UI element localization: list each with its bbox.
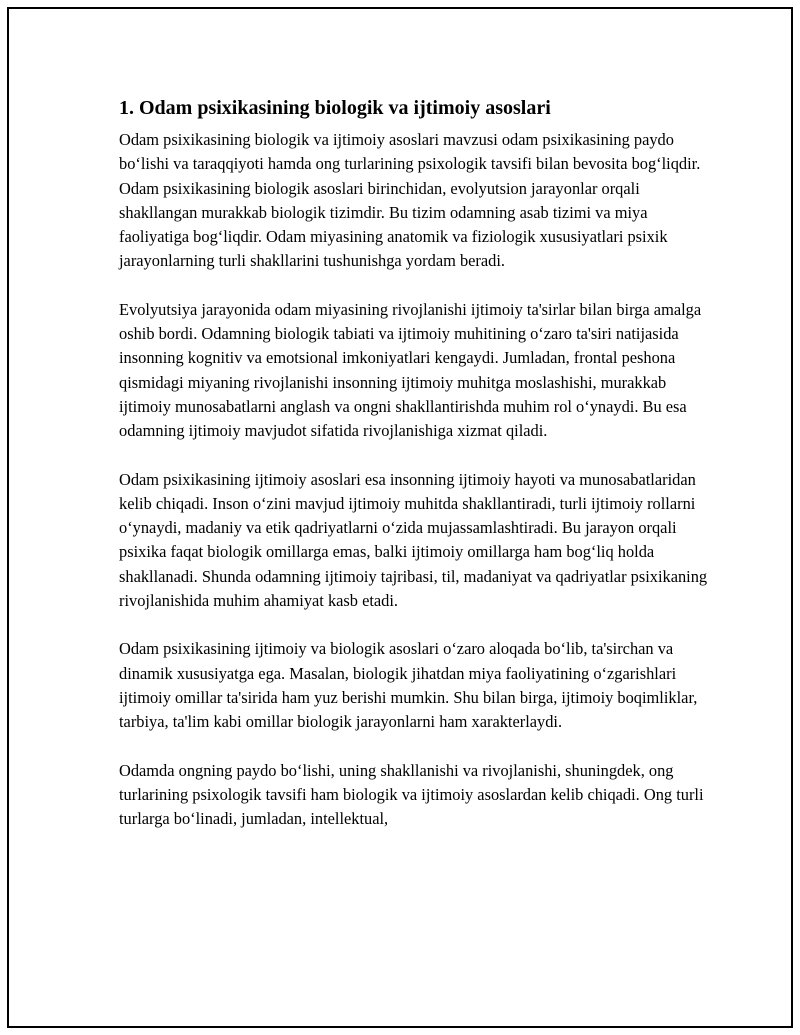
paragraph-3: Odam psixikasining ijtimoiy asoslari esa insonning ijtimoiy hayoti va munosabatlaridan kelib chiqadi. Inson o‘zini mavjud ijtimoiy muhitda shakllantiradi, turli ijtimoiy rollarni o‘ynaydi, madaniy va etik qadriyatlarni o‘zida mujassamlashtiradi. Bu jarayon orqali psixika faqat biologik omillarga emas, balki ijtimoiy omillarga ham bog‘liq holda shakllanadi. Shunda odamning ijtimoiy tajribasi, til, madaniyat va qadriyatlar psixikaning rivojlanishida muhim ahamiyat kasb etadi. xyxy=(119,469,708,611)
document-content xyxy=(119,93,719,855)
paragraph-5: Odamda ongning paydo bo‘lishi, uning shakllanishi va rivojlanishi, shuningdek, ong turlarining psixologik tavsifi ham biologik va ijtimoiy asoslardan kelib chiqadi. Ong turli turlarga bo‘linadi, jumladan, intellektual, xyxy=(119,760,704,829)
paragraph-4: Odam psixikasining ijtimoiy va biologik asoslari o‘zaro aloqada bo‘lib, ta'sirchan va dinamik xususiyatga ega. Masalan, biologik jihatdan miya faoliyatining o‘zgarishlari ijtimoiy omillar ta'sirida ham yuz berishi mumkin. Shu bilan birga, ijtimoiy boqimliklar, tarbiya, ta'lim kabi omillar biologik jarayonlarni ham xarakterlaydi. xyxy=(119,639,698,732)
document-page xyxy=(7,7,793,1028)
paragraph-1: Odam psixikasining biologik va ijtimoiy asoslari mavzusi odam psixikasining paydo bo‘lishi va taraqqiyoti hamda ong turlarining psixologik tavsifi bilan bevosita bog‘liqdir. Odam psixikasining biologik asoslari birinchidan, evolyutsion jarayonlar orqali shakllangan murakkab biologik tizimdir. Bu tizim odamning asab tizimi va miya faoliyatiga bog‘liqdir. Odam miyasining anatomik va fiziologik xususiyatlari psixik jarayonlarning turli shakllarini tushunishga yordam beradi. xyxy=(119,130,701,271)
section-heading: 1. Odam psixikasining biologik va ijtimoiy asoslari xyxy=(119,97,551,119)
paragraph-2: Evolyutsiya jarayonida odam miyasining rivojlanishi ijtimoiy ta'sirlar bilan birga amalga oshib bordi. Odamning biologik tabiati va ijtimoiy muhitining o‘zaro ta'siri natijasida insonning kognitiv va emotsional imkoniyatlari kengaydi. Jumladan, frontal peshona qismidagi miyaning rivojlanishi insonning ijtimoiy muhitga moslashishi, murakkab ijtimoiy munosabatlarni anglash va ongni shakllantirishda muhim rol o‘ynaydi. Bu esa odamning ijtimoiy mavjudot sifatida rivojlanishiga xizmat qiladi. xyxy=(119,299,702,441)
